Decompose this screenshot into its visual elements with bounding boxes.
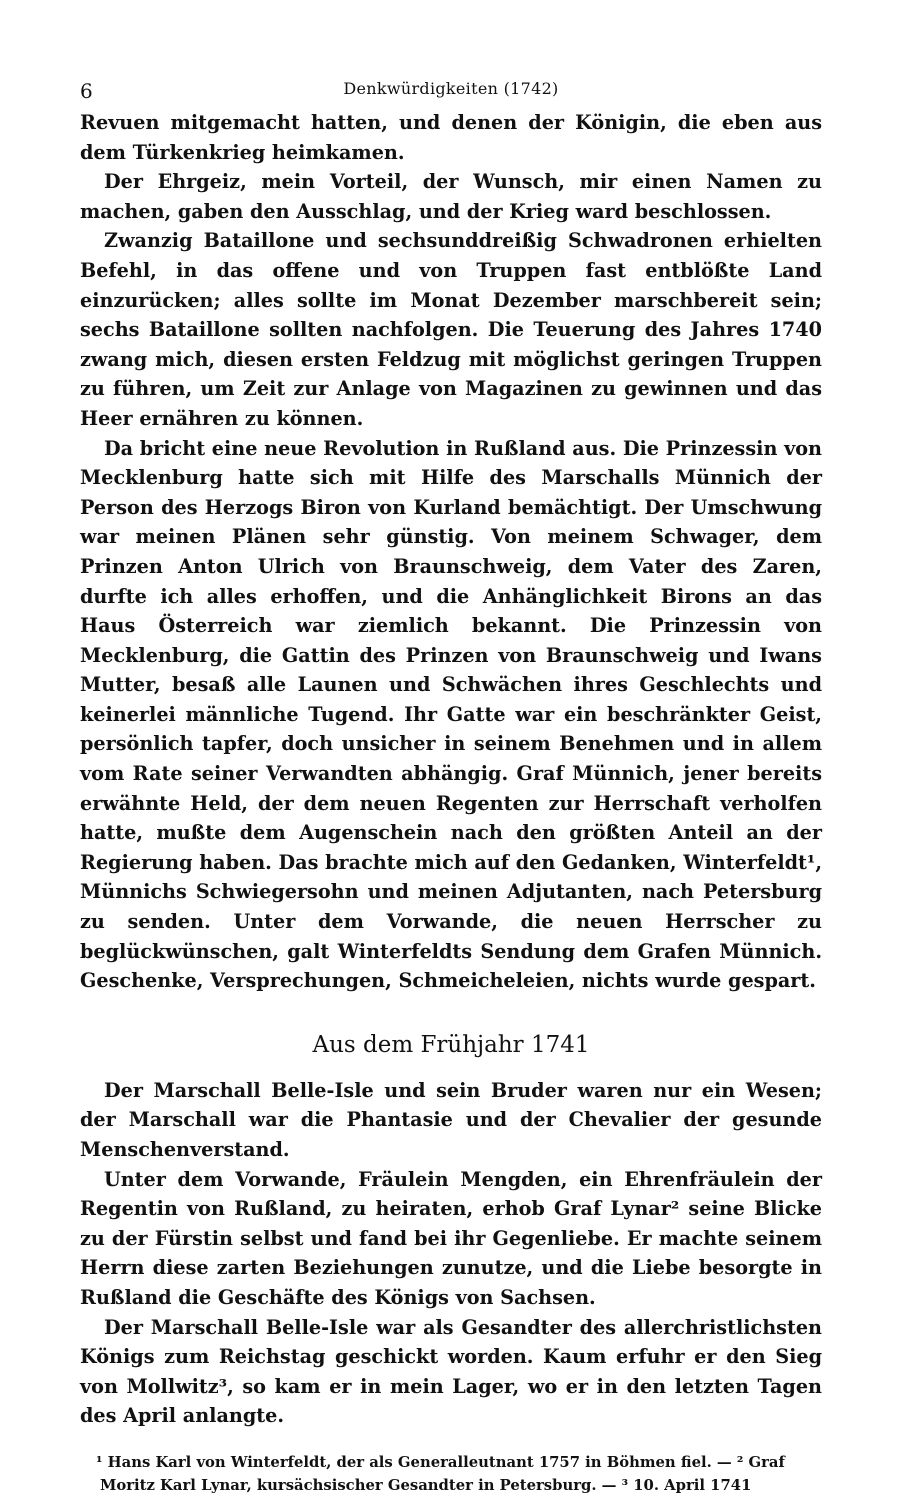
page-number: 6 [80, 79, 93, 103]
paragraph: Unter dem Vorwande, Fräulein Mengden, ein Ehrenfräulein der Regentin von Rußland, zu heiraten, erhob Graf Lynar² seine Blicke zu der Fürstin selbst und fand bei ihr Gegenliebe. Er machte seinem Herrn diese zarten Beziehungen zunutze, und die Liebe besorgte in Rußland die Geschäfte des Königs von Sachsen. [80, 1167, 822, 1309]
running-head: Denkwürdigkeiten (1742) [343, 79, 559, 98]
footnote-text: ¹ Hans Karl von Winterfeldt, der als Generalleutnant 1757 in Böhmen fiel. — ² Graf Moritz Karl Lynar, kursächsischer Gesandter in Petersburg. — ³ 10. April 1741 [96, 1453, 785, 1494]
main-text [80, 108, 822, 1431]
footnotes [80, 1451, 822, 1497]
paragraph: Der Ehrgeiz, mein Vorteil, der Wunsch, mir einen Namen zu machen, gaben den Ausschlag, und der Krieg ward beschlossen. [80, 170, 822, 223]
paragraph: Der Marschall Belle-Isle war als Gesandter des allerchristlichsten Königs zum Reichstag geschickt worden. Kaum erfuhr er den Sieg von Mollwitz³, so kam er in mein Lager, wo er in den letzten Tagen des April anlangte. [80, 1315, 822, 1428]
paragraph: Revuen mitgemacht hatten, und denen der Königin, die eben aus dem Türkenkrieg heimkamen. [80, 111, 822, 164]
paragraph: Der Marschall Belle-Isle und sein Bruder waren nur ein Wesen; der Marschall war die Phantasie und der Chevalier der gesunde Menschenverstand. [80, 1078, 822, 1161]
paragraph: Da bricht eine neue Revolution in Rußland aus. Die Prinzessin von Mecklenburg hatte sich mit Hilfe des Marschalls Münnich der Person des Herzogs Biron von Kurland bemächtigt. Der Umschwung war meinen Plänen sehr günstig. Von meinem Schwager, dem Prinzen Anton Ulrich von Braunschweig, dem Vater des Zaren, durfte ich alles erhoffen, und die Anhänglichkeit Birons an das Haus Österreich war ziemlich bekannt. Die Prinzessin von Mecklenburg, die Gattin des Prinzen von Braunschweig und Iwans Mutter, besaß alle Launen und Schwächen ihres Geschlechts und keinerlei männliche Tugend. Ihr Gatte war ein beschränkter Geist, persönlich tapfer, doch unsicher in seinem Benehmen und in allem vom Rate seiner Verwandten abhängig. Graf Münnich, jener bereits erwähnte Held, der dem neuen Regenten zur Herrschaft verholfen hatte, mußte dem Augenschein nach den größten Anteil an der Regierung haben. Das brachte mich auf den Gedanken, Winterfeldt¹, Münnichs Schwiegersohn und meinen Adjutanten, nach Petersburg zu senden. Unter dem Vorwande, die neuen Herrscher zu beglückwünschen, galt Winterfeldts Sendung dem Grafen Münnich. Geschenke, Versprechungen, Schmeicheleien, nichts wurde gespart. [80, 436, 822, 993]
section-heading: Aus dem Frühjahr 1741 [312, 1031, 590, 1058]
page-header [80, 74, 822, 108]
paragraph: Zwanzig Bataillone und sechsunddreißig Schwadronen erhielten Befehl, in das offene und von Truppen fast entblößte Land einzurücken; alles sollte im Monat Dezember marschbereit sein; sechs Bataillone sollten nachfolgen. Die Teuerung des Jahres 1740 zwang mich, diesen ersten Feldzug mit möglichst geringen Truppen zu führen, um Zeit zur Anlage von Magazinen zu gewinnen und das Heer ernähren zu können. [80, 229, 822, 430]
